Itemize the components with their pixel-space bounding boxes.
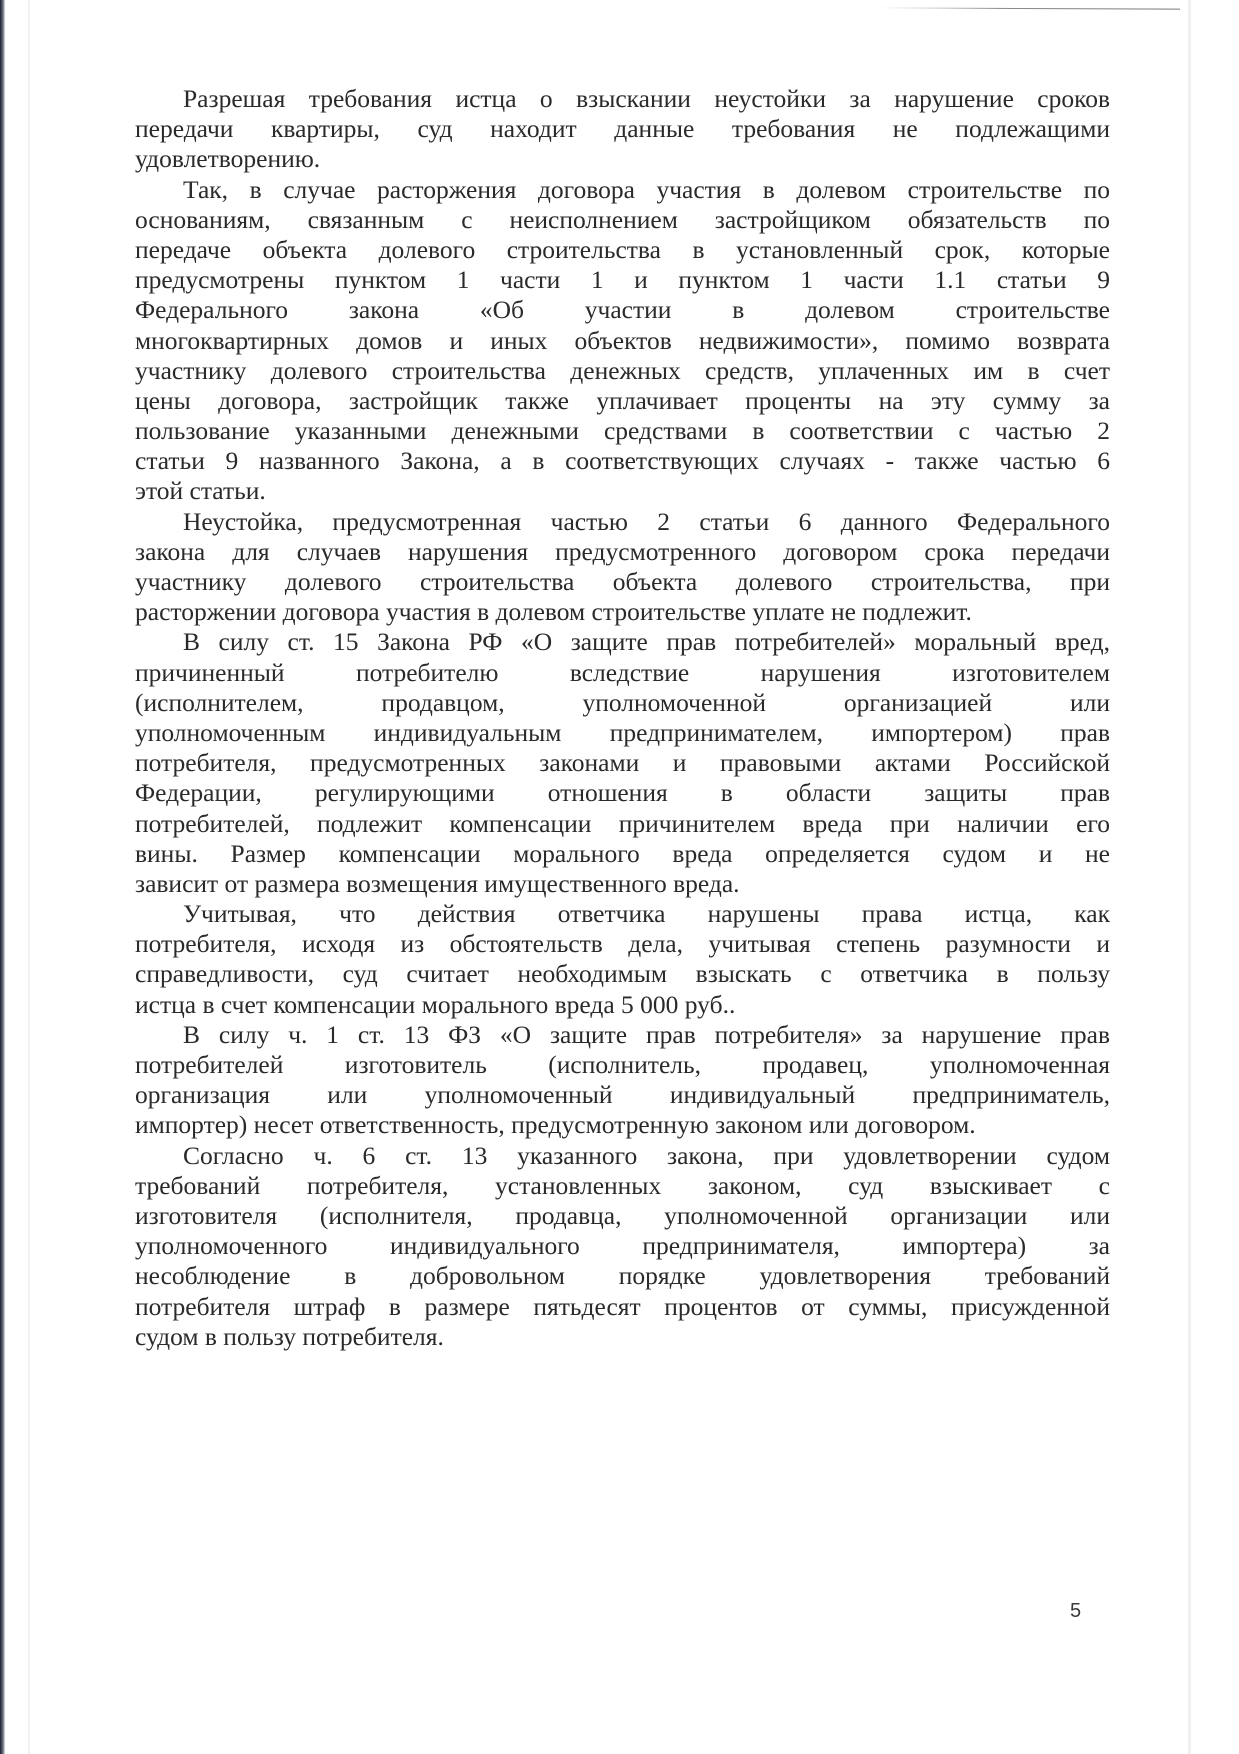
- text-line: Федерации, регулирующими отношения в области защиты прав: [135, 778, 1110, 808]
- text-line: Федерального закона «Об участии в долевом строительстве: [135, 295, 1110, 325]
- text-line: основаниям, связанным с неисполнением застройщиком обязательств по: [135, 204, 1110, 234]
- text-line: справедливости, суд считает необходимым взыскать с ответчика в пользу: [135, 959, 1110, 989]
- text-line: цены договора, застройщик также уплачивает проценты на эту сумму за: [135, 385, 1110, 415]
- scan-edge-line-left: [28, 0, 30, 1754]
- text-line: удовлетворению.: [135, 144, 321, 174]
- text-line: потребителей изготовитель (исполнитель, продавец, уполномоченная: [135, 1050, 1110, 1079]
- text-line: Согласно ч. 6 ст. 13 указанного закона, при удовлетворении судом: [183, 1140, 1110, 1170]
- text-line: организация или уполномоченный индивидуальный предприниматель,: [135, 1080, 1110, 1110]
- text-line: потребителя штраф в размере пятьдесят процентов от суммы, присужденной: [135, 1291, 1110, 1321]
- text-line: уполномоченным индивидуальным предпринимателем, импортером) прав: [135, 717, 1110, 747]
- text-line: истца в счет компенсации морального вреда 5 000 руб..: [135, 989, 736, 1019]
- text-line: этой статьи.: [135, 476, 266, 506]
- paragraph: [135, 627, 1110, 899]
- text-line: пользование указанными денежными средствами в соответствии с частью 2: [135, 416, 1110, 446]
- text-line: импортер) несет ответственность, предусмотренную законом или договором.: [135, 1110, 976, 1140]
- text-line: Так, в случае расторжения договора участия в долевом строительстве по: [183, 174, 1110, 204]
- text-line: потребителя, предусмотренных законами и правовыми актами Российской: [135, 748, 1110, 778]
- text-line: судом в пользу потребителя.: [135, 1321, 444, 1351]
- text-line: (исполнителем, продавцом, уполномоченной организацией или: [135, 687, 1110, 717]
- text-line: закона для случаев нарушения предусмотренного договором срока передачи: [135, 536, 1110, 566]
- document-body: [135, 84, 1110, 1352]
- paragraph: [135, 899, 1110, 1020]
- text-line: В силу ч. 1 ст. 13 ФЗ «О защите прав потребителя» за нарушение прав: [183, 1019, 1110, 1049]
- paragraph: [135, 1020, 1110, 1141]
- text-line: Учитывая, что действия ответчика нарушены права истца, как: [183, 899, 1110, 929]
- paragraph: [135, 1141, 1110, 1352]
- text-line: уполномоченного индивидуального предпринимателя, импортера) за: [135, 1231, 1110, 1261]
- text-line: зависит от размера возмещения имущественного вреда.: [135, 868, 740, 898]
- paragraph: [135, 507, 1110, 628]
- text-line: Разрешая требования истца о взыскании неустойки за нарушение сроков: [183, 84, 1110, 113]
- text-line: причиненный потребителю вследствие нарушения изготовителем: [135, 657, 1110, 687]
- scan-edge-line-right: [1188, 0, 1191, 1754]
- text-line: участнику долевого строительства объекта долевого строительства, при: [135, 567, 1110, 596]
- scan-edge-shadow-left: [0, 0, 5, 1754]
- text-line: статьи 9 названного Закона, а в соответствующих случаях - также частью 6: [135, 446, 1110, 476]
- text-line: участнику долевого строительства денежных средств, уплаченных им в счет: [135, 355, 1110, 385]
- page-number: 5: [1070, 1600, 1082, 1622]
- text-line: изготовителя (исполнителя, продавца, уполномоченной организации или: [135, 1200, 1110, 1230]
- scan-artifact-line-top: [880, 7, 1180, 9]
- text-line: расторжении договора участия в долевом строительстве уплате не подлежит.: [135, 597, 972, 627]
- text-line: предусмотрены пунктом 1 части 1 и пунктом 1 части 1.1 статьи 9: [135, 265, 1110, 295]
- text-line: потребителя, исходя из обстоятельств дела, учитывая степень разумности и: [135, 929, 1110, 959]
- text-line: передаче объекта долевого строительства в установленный срок, которые: [135, 234, 1110, 264]
- paragraph: [135, 175, 1110, 507]
- text-line: потребителей, подлежит компенсации причинителем вреда при наличии его: [135, 808, 1110, 838]
- text-line: В силу ст. 15 Закона РФ «О защите прав потребителей» моральный вред,: [183, 627, 1110, 657]
- text-line: несоблюдение в добровольном порядке удовлетворения требований: [135, 1261, 1110, 1291]
- text-line: требований потребителя, установленных законом, суд взыскивает с: [135, 1170, 1110, 1200]
- text-line: передачи квартиры, суд находит данные требования не подлежащими: [135, 114, 1110, 144]
- paragraph: [135, 84, 1110, 175]
- text-line: многоквартирных домов и иных объектов недвижимости», помимо возврата: [135, 325, 1110, 355]
- text-line: Неустойка, предусмотренная частью 2 статьи 6 данного Федерального: [183, 506, 1110, 536]
- text-line: вины. Размер компенсации морального вреда определяется судом и не: [135, 838, 1110, 868]
